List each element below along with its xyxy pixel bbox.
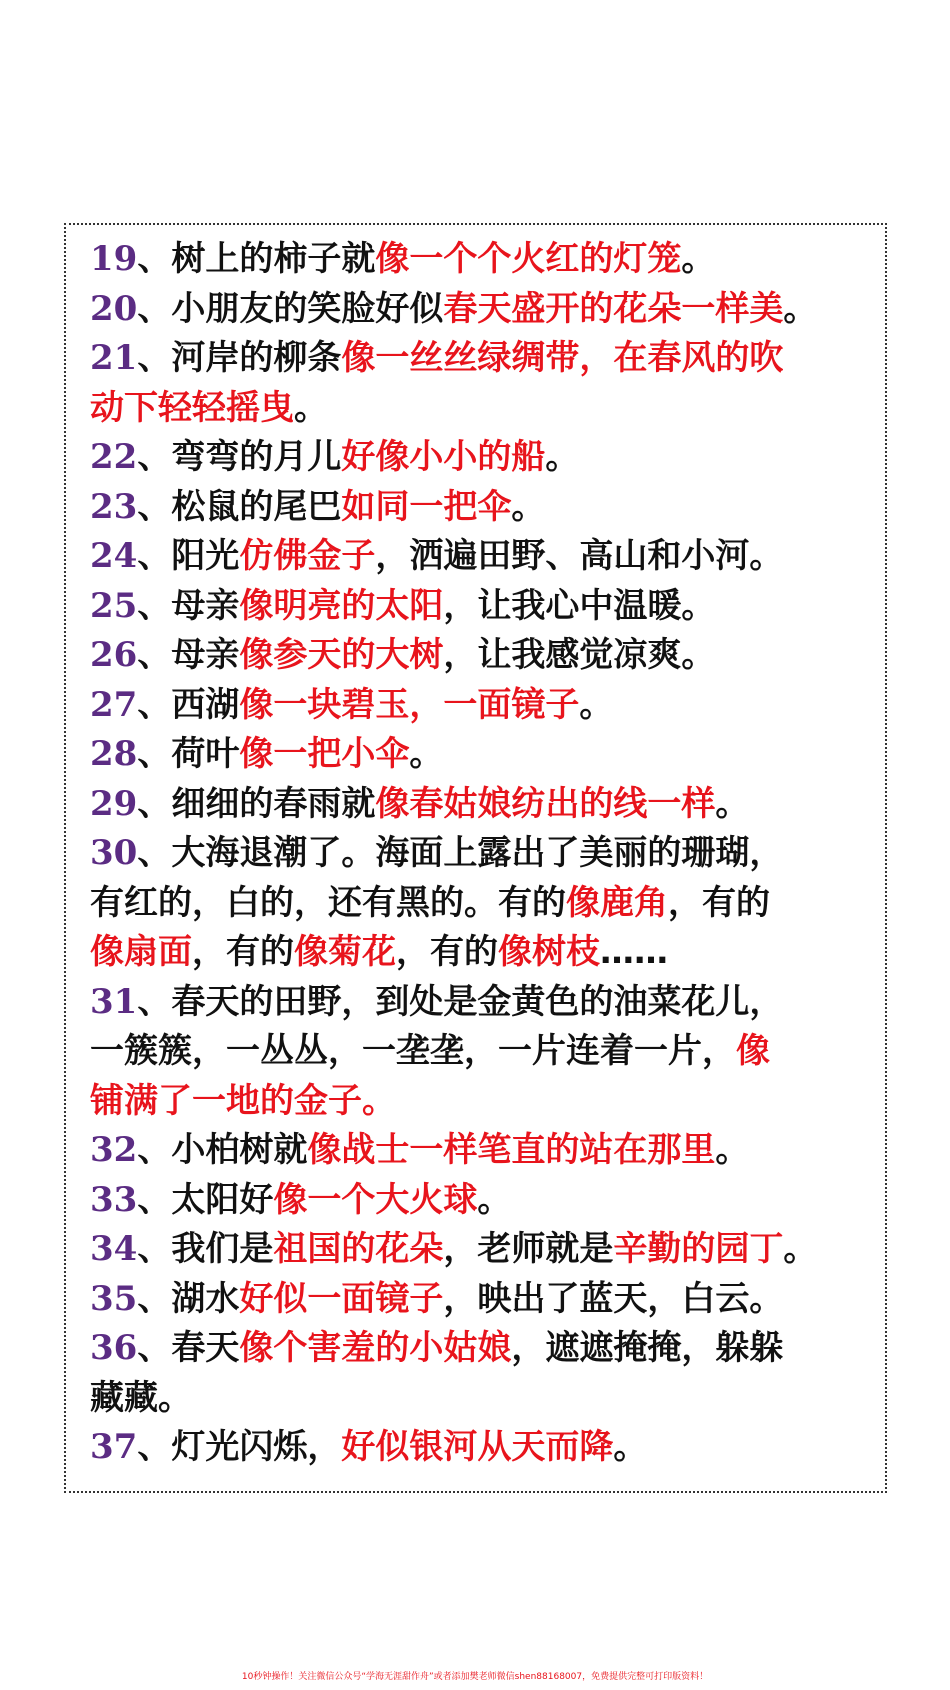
sentence-text: 、大海退潮了。海面上露出了美丽的珊瑚， [137,833,784,873]
sentence-text: 、春天 [137,1328,240,1368]
highlighted-phrase: 像个害羞的小姑娘 [239,1328,512,1368]
sentence-line [90,1176,880,1226]
highlighted-phrase: 春天盛开的花朵一样美 [443,288,784,329]
sentence-line [90,433,880,483]
sentence-text: 、湖水 [137,1278,240,1319]
highlighted-phrase: 如同一把伞 [341,486,512,527]
sentence-text: 。 [783,288,818,329]
sentence-line [90,1374,880,1424]
sentence-number: 19 [90,239,138,279]
sentence-text: 。 [783,1229,818,1269]
highlighted-phrase: 像 [736,1031,770,1071]
sentence-text: ，映出了蓝天，白云。 [443,1278,784,1319]
sentence-text: 、弯弯的月儿 [137,437,342,477]
sentence-text: 。 [715,783,750,824]
sentence-number: 28 [90,734,138,774]
sentence-text: 。 [545,437,580,477]
sentence-line [90,1225,880,1275]
footer-promo-text: 10秒钟操作！关注微信公众号“学海无涯甜作舟”或者添加樊老师微信shen88168007，免费提供完整可打印版资料！ [241,1672,709,1682]
sentence-text: 、阳光 [137,536,240,576]
sentence-text: ，让我心中温暖。 [443,585,716,626]
sentence-text: 、春天的田野，到处是金黄色的油菜花儿， [137,981,784,1022]
highlighted-phrase: 像一把小伞 [239,734,410,774]
sentence-text: 、细细的春雨就 [137,783,376,824]
sentence-line [90,1027,880,1077]
sentence-text: ，让我感觉凉爽。 [443,635,716,675]
highlighted-phrase: 像春姑娘纺出的线一样 [375,783,716,824]
highlighted-phrase: 像树枝 [498,932,600,972]
highlighted-phrase: 好像小小的船 [341,437,546,477]
sentence-number: 25 [90,585,138,626]
sentence-number: 37 [90,1427,138,1467]
sentence-text: 一簇簇，一丛丛，一垄垄，一片连着一片， [90,1031,736,1071]
sentence-line [90,1126,880,1176]
sentence-text: 。 [294,387,328,428]
sentence-line [90,1423,880,1473]
sentence-text: ，有的 [396,932,498,972]
sentence-number: 31 [90,981,138,1022]
sentence-text: 、西湖 [137,684,240,725]
highlighted-phrase: 像明亮的太阳 [239,585,444,626]
sentence-number: 24 [90,536,138,576]
sentence-text: 、母亲 [137,585,240,626]
sentence-text: 、灯光闪烁， [137,1427,342,1467]
sentence-line [90,879,880,929]
sentence-number: 35 [90,1278,138,1319]
sentence-line [90,1275,880,1325]
sentence-text: 藏藏。 [90,1377,192,1418]
sentence-line [90,483,880,533]
sentence-text: ，洒遍田野、高山和小河。 [375,536,784,576]
sentence-line [90,582,880,632]
sentence-number: 32 [90,1130,138,1170]
highlighted-phrase: 像一丝丝绿绸带，在春风的吹 [341,338,784,378]
sentence-text: 、太阳好 [137,1179,274,1220]
sentence-line [90,978,880,1028]
highlighted-phrase: 祖国的花朵 [273,1229,444,1269]
highlighted-phrase: 仿佛金子 [239,536,376,576]
sentence-text: 、荷叶 [137,734,240,774]
highlighted-phrase: 像战士一样笔直的站在那里 [307,1130,716,1170]
sentence-line [90,384,880,434]
highlighted-phrase: 像一块碧玉，一面镜子 [239,684,580,725]
highlighted-phrase: 好似银河从天而降 [341,1427,614,1467]
sentence-line [90,730,880,780]
sentence-text: 、小柏树就 [137,1130,308,1170]
sentence-number: 30 [90,833,138,873]
highlighted-phrase: 像一个大火球 [273,1179,478,1220]
sentence-line [90,1077,880,1127]
highlighted-phrase: 铺满了一地的金子。 [90,1080,396,1121]
sentence-text: ，老师就是 [443,1229,614,1269]
sentence-number: 34 [90,1229,138,1269]
sentence-number: 27 [90,684,138,725]
sentence-line [90,829,880,879]
highlighted-phrase: 像扇面 [90,932,192,972]
sentence-line [90,1324,880,1374]
sentence-text: ，有的 [192,932,294,972]
sentence-number: 22 [90,437,138,477]
sentence-line [90,334,880,384]
sentence-text: 、河岸的柳条 [137,338,342,378]
sentence-text: 、松鼠的尾巴 [137,486,342,527]
sentence-text: ，有的 [668,882,770,923]
highlighted-phrase: 辛勤的园丁 [613,1229,784,1269]
sentence-text: 。 [681,239,716,279]
sentence-text: …… [600,932,668,972]
sentence-text: 、树上的柿子就 [137,239,376,279]
sentence-line [90,780,880,830]
sentence-text: 、母亲 [137,635,240,675]
sentence-line [90,681,880,731]
sentence-text: 。 [715,1130,750,1170]
sentence-number: 26 [90,635,138,675]
sentence-text: 、我们是 [137,1229,274,1269]
sentence-text: 有红的，白的，还有黑的。有的 [90,882,566,923]
sentence-line [90,235,880,285]
highlighted-phrase: 像鹿角 [566,882,668,923]
highlighted-phrase: 动下轻轻摇曳 [90,387,294,428]
simile-sentence-list [90,235,880,1473]
highlighted-phrase: 像一个个火红的灯笼 [375,239,682,279]
sentence-text: 、小朋友的笑脸好似 [137,288,444,329]
highlighted-phrase: 好似一面镜子 [239,1278,444,1319]
highlighted-phrase: 像菊花 [294,932,396,972]
sentence-text: 。 [579,684,614,725]
sentence-text: 。 [613,1427,648,1467]
sentence-text: 。 [511,486,546,527]
sentence-line [90,532,880,582]
sentence-number: 23 [90,486,138,527]
highlighted-phrase: 像参天的大树 [239,635,444,675]
sentence-number: 20 [90,288,138,329]
sentence-text: 。 [409,734,444,774]
sentence-text: ，遮遮掩掩，躲躲 [511,1328,784,1368]
sentence-text: 。 [477,1179,512,1220]
sentence-number: 36 [90,1328,138,1368]
sentence-line [90,631,880,681]
sentence-line [90,928,880,978]
sentence-line [90,285,880,335]
sentence-number: 29 [90,783,138,824]
sentence-number: 21 [90,338,138,378]
sentence-number: 33 [90,1179,138,1220]
